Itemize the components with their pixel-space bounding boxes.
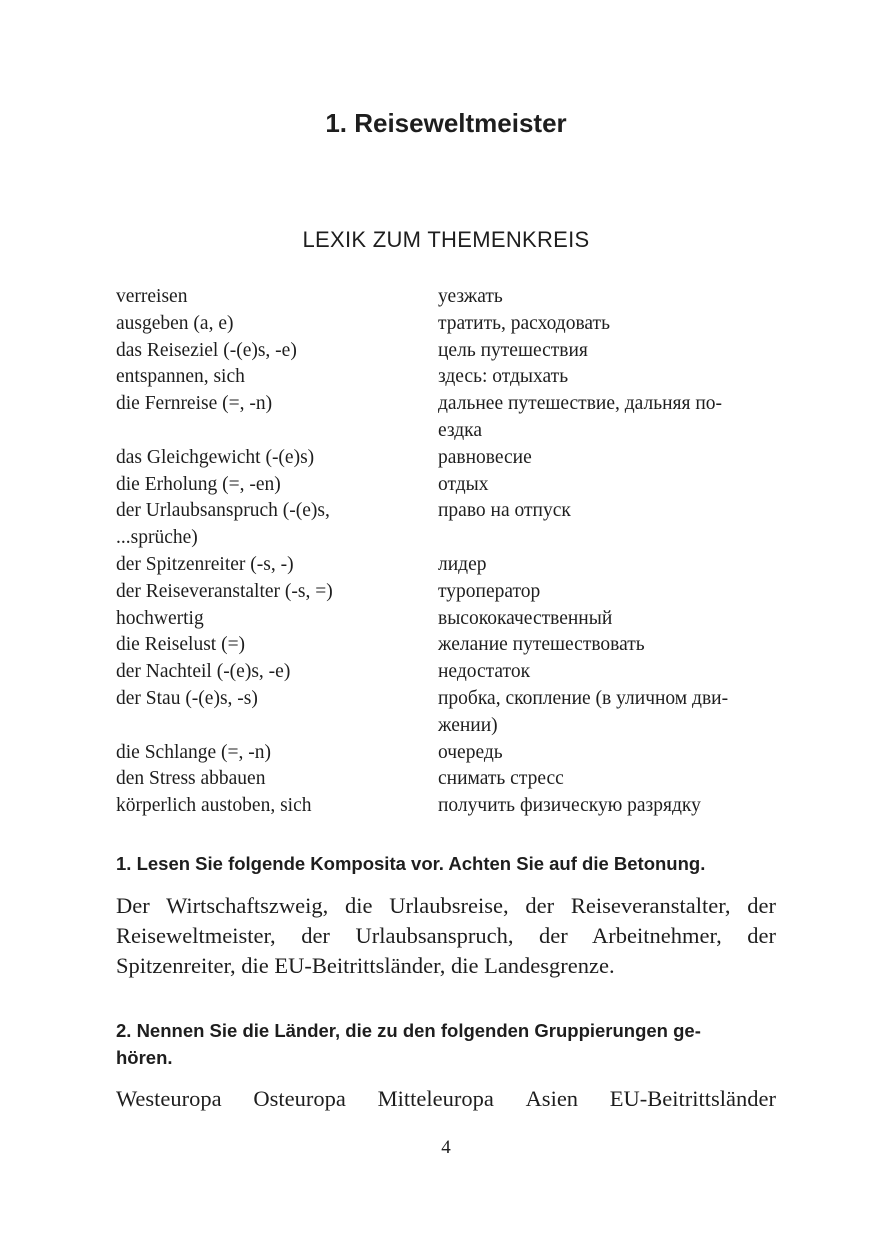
vocab-russian: пробка, скопление (в уличном дви- жении) — [438, 687, 729, 736]
exercise-2-heading: 2. Nennen Sie die Länder, die zu den folgenden Gruppierungen ge- hören. — [116, 1020, 701, 1068]
vocab-german: der Nachteil (-(e)s, -e) — [116, 661, 291, 683]
vocab-russian: желание путешествовать — [438, 634, 645, 656]
vocab-german: entspannen, sich — [116, 366, 245, 388]
exercise-1-heading: 1. Lesen Sie folgende Komposita vor. Achten Sie auf die Betonung. — [116, 853, 706, 874]
vocab-row — [116, 284, 776, 311]
vocab-row — [116, 364, 776, 391]
vocab-russian: высококачественный — [438, 607, 613, 629]
vocab-row — [116, 632, 776, 659]
vocab-row — [116, 579, 776, 606]
vocab-german: die Fernreise (=, -n) — [116, 393, 273, 415]
vocab-german: das Gleichgewicht (-(e)s) — [116, 446, 315, 468]
vocab-row — [116, 659, 776, 686]
vocab-row — [116, 445, 776, 472]
vocab-german: der Reiseveranstalter (-s, =) — [116, 580, 333, 602]
vocab-german: verreisen — [116, 286, 188, 307]
vocab-german: die Reiselust (=) — [116, 634, 246, 656]
vocab-row — [116, 766, 776, 793]
vocab-russian: уезжать — [438, 286, 503, 307]
vocab-row — [116, 552, 776, 579]
region-item: Osteuropa — [253, 1086, 346, 1111]
region-item: Westeuropa — [116, 1086, 222, 1111]
vocab-russian: отдых — [438, 473, 489, 495]
region-item: EU-Beitrittsländer — [609, 1086, 776, 1111]
vocab-german: körperlich austoben, sich — [116, 795, 312, 817]
vocab-german: das Reiseziel (-(e)s, -e) — [116, 339, 297, 361]
vocab-russian: лидер — [438, 553, 487, 575]
vocab-german: die Erholung (=, -en) — [116, 473, 281, 495]
region-list — [116, 1084, 776, 1114]
region-item: Mitteleuropa — [377, 1086, 494, 1111]
vocab-row — [116, 391, 776, 445]
exercise-1-text: Der Wirtschaftszweig, die Urlaubsreise, der Reiseveranstalter, der Reiseweltmeister, der Urlaubsanspruch, der Arbeitnehmer, der Spitzenreiter, die EU-Beitrittsländer, die Landesgrenze. — [116, 893, 776, 978]
vocab-german: ausgeben (a, e) — [116, 312, 234, 334]
vocab-russian: цель путешествия — [438, 339, 588, 361]
vocab-german: den Stress abbauen — [116, 768, 266, 790]
vocab-row — [116, 311, 776, 338]
vocab-german: hochwertig — [116, 607, 204, 629]
vocab-row — [116, 472, 776, 499]
vocab-row — [116, 686, 776, 740]
vocab-german: die Schlange (=, -n) — [116, 741, 272, 763]
vocabulary-heading: LEXIK ZUM THEMENKREIS — [302, 227, 590, 252]
vocab-german: der Stau (-(e)s, -s) — [116, 687, 258, 709]
vocab-russian: дальнее путешествие, дальняя по- ездка — [438, 393, 723, 441]
document-page — [116, 0, 776, 1240]
vocab-russian: здесь: отдыхать — [438, 366, 569, 388]
chapter-title: 1. Reiseweltmeister — [325, 108, 567, 138]
vocab-row — [116, 498, 776, 552]
vocab-russian: равновесие — [438, 446, 532, 468]
vocabulary-list — [116, 284, 776, 820]
vocab-row — [116, 606, 776, 633]
page-number: 4 — [441, 1137, 451, 1158]
vocab-russian: право на отпуск — [438, 500, 571, 522]
vocab-russian: снимать стресс — [438, 768, 564, 790]
vocab-russian: туроператор — [438, 580, 541, 602]
vocab-row — [116, 338, 776, 365]
vocab-german: der Urlaubsanspruch (-(e)s, ...sprüche) — [116, 500, 330, 549]
vocab-russian: недостаток — [438, 661, 531, 683]
vocab-russian: тратить, расходовать — [438, 312, 610, 334]
vocab-row — [116, 740, 776, 767]
vocab-german: der Spitzenreiter (-s, -) — [116, 553, 294, 575]
vocab-russian: получить физическую разрядку — [438, 795, 701, 817]
region-item: Asien — [525, 1086, 579, 1111]
vocab-row — [116, 793, 776, 820]
vocab-russian: очередь — [438, 741, 503, 763]
